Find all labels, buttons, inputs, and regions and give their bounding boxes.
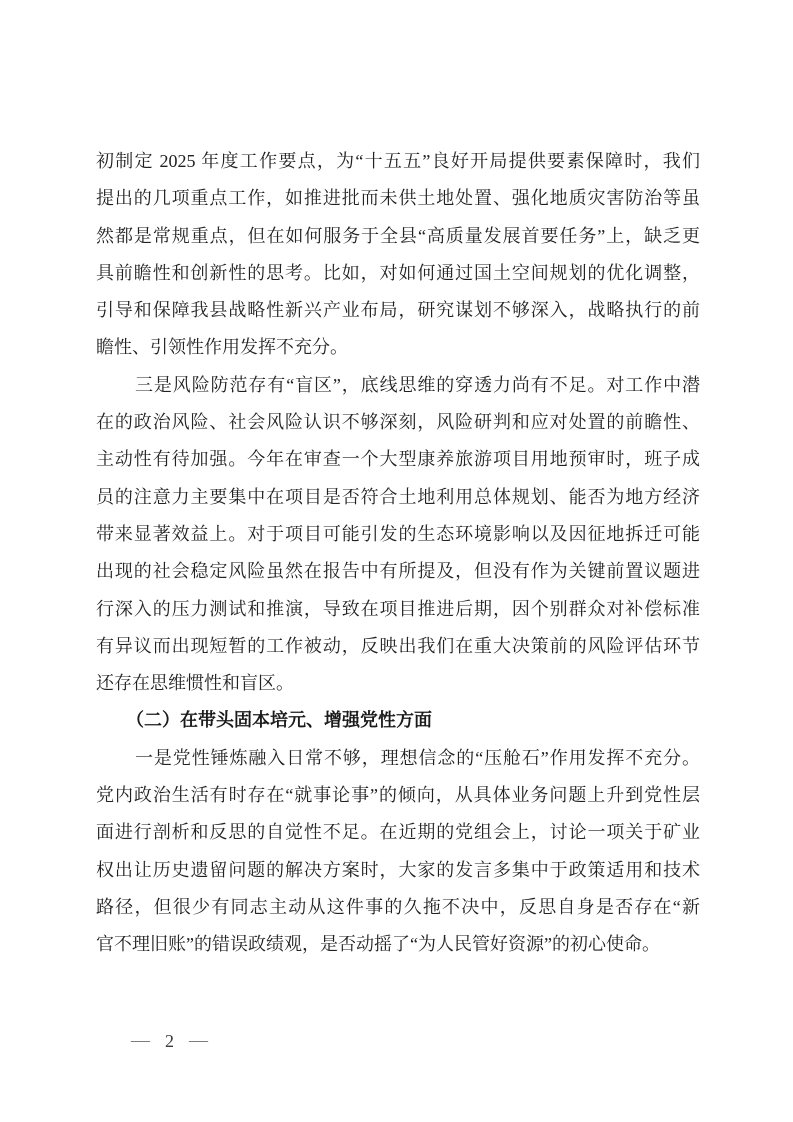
text-line: 出现的社会稳定风险虽然在报告中有所提及，但没有作为关键前置议题进 — [96, 561, 700, 582]
text-line: 行深入的压力测试和推演，导致在项目推进后期，因个别群众对补偿标准 — [96, 598, 700, 619]
text-line: 权出让历史遗留问题的解决方案时，大家的发言多集中于政策适用和技术 — [96, 859, 700, 880]
text-line: 面进行剖析和反思的自觉性不足。在近期的党组会上，讨论一项关于矿业 — [96, 822, 700, 843]
text-line: 路径，但很少有同志主动从这件事的久拖不决中，反思自身是否存在“新 — [96, 896, 700, 917]
text-line: 官不理旧账”的错误政绩观，是否动摇了“为人民管好资源”的初心使命。 — [96, 934, 660, 955]
text-line: 引导和保障我县战略性新兴产业布局，研究谋划不够深入，战略执行的前 — [96, 300, 700, 321]
text-line: 带来显著效益上。对于项目可能引发的生态环境影响以及因征地拆迁可能 — [96, 523, 700, 544]
page-footer — [131, 1029, 208, 1053]
text-line: 在的政治风险、社会风险认识不够深刻，风险研判和应对处置的前瞻性、 — [96, 412, 700, 433]
footer-dash-left: — — [131, 1030, 150, 1051]
page-number: 2 — [165, 1031, 174, 1051]
document-body — [96, 143, 700, 964]
section-heading: （二）在带头固本培元、增强党性方面 — [126, 710, 432, 731]
text-line: 然都是常规重点，但在如何服务于全县“高质量发展首要任务”上，缺乏更 — [96, 225, 700, 246]
text-line: 员的注意力主要集中在项目是否符合土地利用总体规划、能否为地方经济 — [96, 486, 700, 507]
text-line: 有异议而出现短暂的工作被动，反映出我们在重大决策前的风险评估环节 — [96, 635, 700, 656]
footer-dash-right: — — [189, 1030, 208, 1051]
text-line: 初制定 2025 年度工作要点，为“十五五”良好开局提供要素保障时，我们 — [96, 151, 700, 171]
text-line: 主动性有待加强。今年在审查一个大型康养旅游项目用地预审时，班子成 — [96, 449, 700, 470]
text-line: 还存在思维惯性和盲区。 — [96, 673, 294, 694]
text-line: 三是风险防范存有“盲区”，底线思维的穿透力尚有不足。对工作中潜 — [135, 374, 700, 395]
text-line: 具前瞻性和创新性的思考。比如，对如何通过国土空间规划的优化调整， — [96, 262, 700, 283]
text-line: 党内政治生活有时存在“就事论事”的倾向，从具体业务问题上升到党性层 — [96, 785, 700, 806]
text-line: 瞻性、引领性作用发挥不充分。 — [96, 337, 348, 358]
text-line: 一是党性锤炼融入日常不够，理想信念的“压舱石”作用发挥不充分。 — [135, 747, 700, 768]
text-line: 提出的几项重点工作，如推进批而未供土地处置、强化地质灾害防治等虽 — [96, 188, 700, 209]
